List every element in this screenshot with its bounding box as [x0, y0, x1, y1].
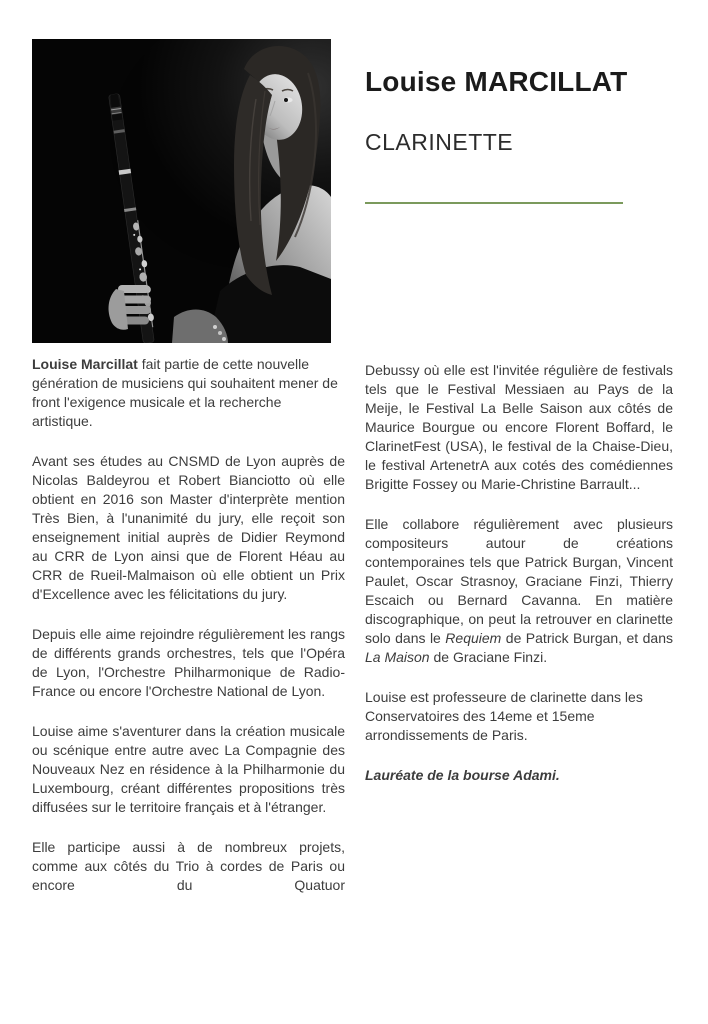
paragraph [32, 452, 345, 604]
column-right [365, 361, 673, 806]
portrait-photo-graphic [32, 39, 331, 343]
text-run: Elle participe aussi à de nombreux projets, comme aux côtés du Trio à cordes de Paris ou encore du Quatuor [32, 839, 345, 893]
text-run: Requiem [445, 630, 502, 646]
paragraph [365, 515, 673, 667]
column-left [32, 355, 345, 916]
instrument-subtitle: CLARINETTE [365, 129, 514, 155]
paragraph [365, 766, 673, 785]
page-title: Louise MARCILLAT [365, 65, 628, 97]
paragraph [365, 688, 673, 745]
paragraph [32, 625, 345, 701]
text-run: Depuis elle aime rejoindre régulièrement les rangs de différents grands orchestres, tels que l'Opéra de Lyon, l'Orchestre Philharmonique de Radio-France ou encore l'Orchestre National de Lyon. [32, 626, 345, 699]
text-run: de Patrick Burgan, et dans [501, 630, 674, 646]
text-run: Debussy où elle est l'invitée régulière de festivals tels que le Festival Messiaen au Pays de la Meije, le Festival La Belle Saison aux côtés de Maurice Bourgue ou encore Florent Boffard, le ClarinetFest (USA), le festival de la Chaise-Dieu, le festival ArtenetrA aux cotés des comédiennes Brigitte Fossey ou Marie-Christine Barrault... [365, 362, 673, 492]
text-run: fait partie de cette nouvelle génération de musiciens qui souhaitent mener de front l'exigence musicale et la recherche artistique. [32, 356, 338, 429]
text-run: Louise Marcillat [32, 356, 138, 372]
paragraph [32, 355, 345, 431]
paragraph [32, 722, 345, 817]
text-run: Elle collabore régulièrement avec plusieurs compositeurs autour de créations contemporaines tels que Patrick Burgan, Vincent Paulet, Oscar Strasnoy, Graciane Finzi, Thierry Escaich ou Bernard Cavanna. En matière discographique, on peut la retrouver en clarinette solo dans le [365, 516, 673, 646]
text-run: Louise aime s'aventurer dans la création musicale ou scénique entre autre avec La Compagnie des Nouveaux Nez en résidence à la Philharmonie du Luxembourg, créant différentes propositions très diffusées sur le territoire français et à l'étranger. [32, 723, 345, 815]
portrait-photo [32, 39, 331, 343]
text-run: La Maison [365, 649, 430, 665]
text-run: Lauréate de la bourse Adami. [365, 767, 560, 783]
divider [365, 202, 623, 204]
text-run: de Graciane Finzi. [429, 649, 548, 665]
paragraph [32, 838, 345, 895]
paragraph [365, 361, 673, 494]
text-run: Louise est professeure de clarinette dans les Conservatoires des 14eme et 15eme arrondissements de Paris. [365, 689, 643, 743]
text-run: Avant ses études au CNSMD de Lyon auprès de Nicolas Baldeyrou et Robert Bianciotto où elle obtient en 2016 son Master d'interprète mention Très Bien, à l'unanimité du jury, elle reçoit son enseignement initial auprès de Didier Reymond au CRR de Lyon ainsi que de Florent Héau au CRR de Rueil-Malmaison où elle obtient un Prix d'Excellence avec les félicitations du jury. [32, 453, 345, 602]
